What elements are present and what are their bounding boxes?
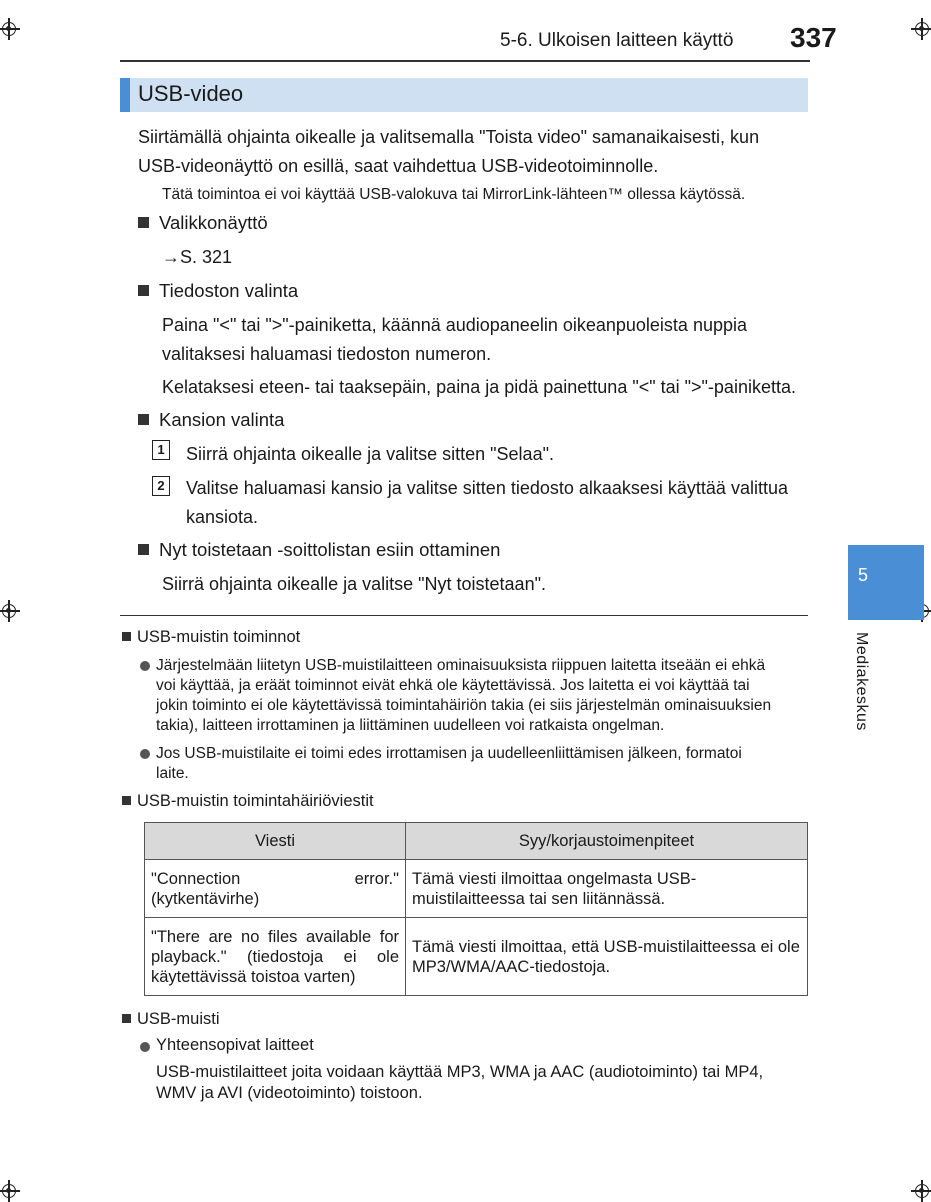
crop-mark-bottom-right	[911, 1180, 931, 1202]
crop-mark-mid-left	[0, 600, 20, 622]
usb-functions-bullet-2: Jos USB-muistilaite ei toimi edes irrottamisen ja uudelleenliittämisen jälkeen, formatoi laite.	[156, 745, 742, 782]
section-title-accent	[120, 78, 130, 112]
usb-functions-heading: USB-muistin toiminnot	[122, 628, 300, 647]
section-title: USB-video	[138, 81, 244, 106]
intro-line-1: Siirtämällä ohjainta oikealle ja valitsemalla "Toista video" samanaikaisesti, kun	[138, 127, 760, 147]
intro-line-2: USB-videonäyttö on esillä, saat vaihdettua USB-videotoiminnolle.	[138, 156, 659, 176]
step-1-text: Siirrä ohjainta oikealle ja valitse sitten "Selaa".	[186, 444, 554, 464]
chapter-tab-number: 5	[858, 565, 869, 585]
circle-bullet-icon	[140, 749, 150, 759]
usb-functions-bullet-1: Järjestelmään liitetyn USB-muistilaitteen ominaisuuksista riippuen laitetta itseään ei ehkä voi käyttää, ja eräät toiminnot eivät ehkä ole käytettävissä. Jos laitetta ei voi käyttää tai jokin toiminto ei ole käytettävissä toimintahäiriön takia (ei siis järjestelmän ominaisuuksien takia), laitteen irrottaminen ja liittäminen uudelleen voi ratkaista ongelman.	[156, 657, 772, 734]
square-bullet-icon	[122, 1014, 131, 1023]
usb-memory-text: USB-muistilaitteet joita voidaan käyttää MP3, WMA ja AAC (audiotoiminto) tai MP4, WMV ja AVI (videotoiminto) toistoon.	[156, 1063, 764, 1102]
now-playing-heading: Nyt toistetaan -soittolistan esiin ottaminen	[138, 539, 500, 561]
intro-note: Tätä toimintoa ei voi käyttää USB-valokuva tai MirrorLink-lähteen™ ollessa käytössä.	[162, 186, 746, 203]
table-cell-message: "Connection error." (kytkentävirhe)	[145, 860, 406, 918]
table-row	[145, 860, 808, 918]
menu-display-ref: →S. 321	[162, 247, 233, 267]
header-section-title: 5-6. Ulkoisen laitteen käyttö	[500, 30, 734, 51]
usb-memory-heading: USB-muisti	[122, 1010, 220, 1029]
error-messages-heading: USB-muistin toimintahäiriöviestit	[122, 792, 374, 811]
folder-select-heading: Kansion valinta	[138, 409, 284, 431]
step-2-text: Valitse haluamasi kansio ja valitse sitten tiedosto alkaaksesi käyttää valittua kansiota.	[186, 478, 788, 527]
square-bullet-icon	[138, 414, 149, 425]
table-row	[145, 918, 808, 996]
step-number-2: 2	[152, 476, 170, 496]
square-bullet-icon	[138, 217, 149, 228]
crop-mark-top-right	[911, 18, 931, 40]
file-select-paragraph-1: Paina "<" tai ">"-painiketta, käännä audiopaneelin oikeanpuoleista nuppia valitaksesi haluamasi tiedoston numeron.	[162, 315, 747, 364]
section-title-bar	[120, 78, 808, 112]
crop-mark-bottom-left	[0, 1180, 20, 1202]
chapter-tab-label: Mediakeskus	[853, 632, 870, 731]
section-divider	[120, 615, 808, 616]
table-cell-message: "There are no files available for playback." (tiedostoja ei ole käytettävissä toistoa varten)	[145, 918, 406, 996]
step-number-1: 1	[152, 440, 170, 460]
step-2	[152, 476, 170, 496]
usb-memory-bullet: Yhteensopivat laitteet	[156, 1036, 314, 1054]
table-header-row	[145, 823, 808, 860]
circle-bullet-icon	[140, 661, 150, 671]
column-header-message: Viesti	[145, 823, 406, 860]
intro-paragraph	[138, 123, 802, 181]
crop-mark-top-left	[0, 18, 20, 40]
now-playing-text: Siirrä ohjainta oikealle ja valitse "Nyt toistetaan".	[162, 574, 546, 594]
square-bullet-icon	[138, 285, 149, 296]
menu-display-heading: Valikkonäyttö	[138, 212, 268, 234]
error-messages-table	[144, 822, 808, 996]
square-bullet-icon	[122, 632, 131, 641]
file-select-paragraph-2: Kelataksesi eteen- tai taaksepäin, paina ja pidä painettuna "<" tai ">"-painiketta.	[162, 377, 796, 397]
table-cell-cause: Tämä viesti ilmoittaa, että USB-muistilaitteessa ei ole MP3/WMA/AAC-tiedostoja.	[406, 918, 808, 996]
step-1	[152, 440, 170, 460]
header-rule	[120, 60, 810, 62]
page-number: 337	[790, 22, 837, 53]
column-header-cause: Syy/korjaustoimenpiteet	[406, 823, 808, 860]
table-cell-cause: Tämä viesti ilmoittaa ongelmasta USB-muistilaitteessa tai sen liitännässä.	[406, 860, 808, 918]
circle-bullet-icon	[140, 1042, 150, 1052]
square-bullet-icon	[138, 544, 149, 555]
file-select-heading: Tiedoston valinta	[138, 280, 298, 302]
square-bullet-icon	[122, 796, 131, 805]
